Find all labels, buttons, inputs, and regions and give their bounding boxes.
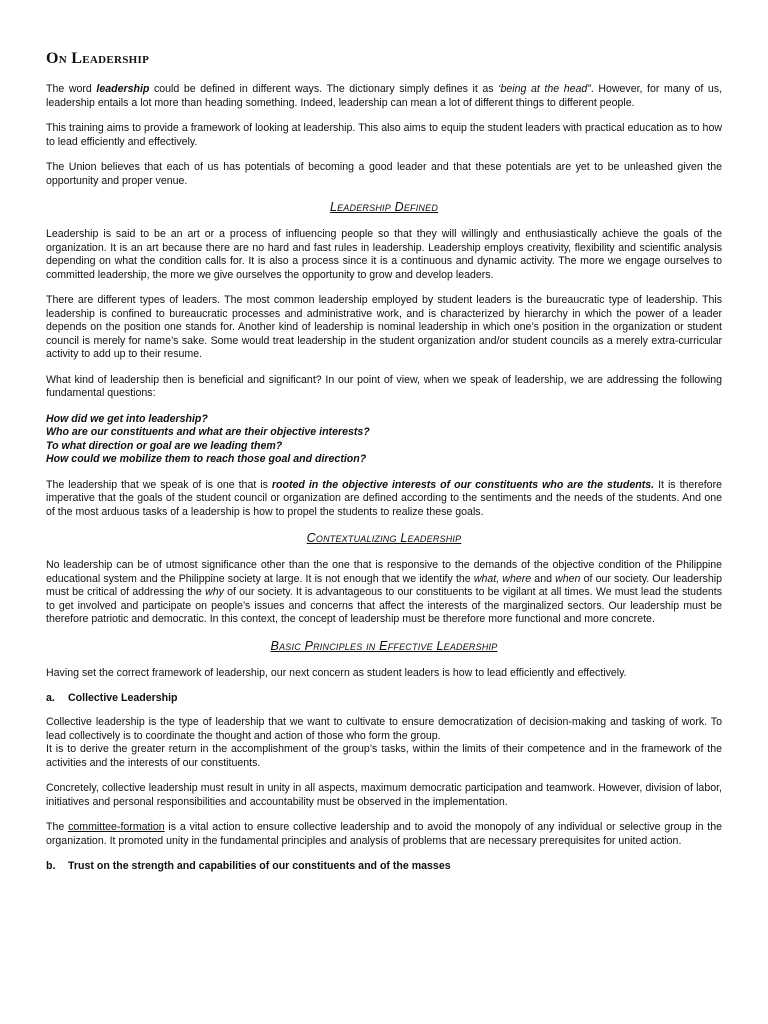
intro-paragraph-3: The Union believes that each of us has potentials of becoming a good leader and that these potentials are yet to be unleashed given the opportunity and proper venue. — [46, 161, 722, 187]
page-title: On Leadership — [46, 50, 150, 67]
emphasis-rooted: rooted in the objective interests of our constituents who are the students. — [271, 478, 655, 491]
text-run: The word — [46, 83, 97, 95]
emphasis-leadership: leadership — [96, 83, 150, 95]
text-run: and — [531, 572, 556, 585]
context-paragraph-1 — [46, 559, 722, 627]
section-heading-context: Contextualizing Leadership — [306, 531, 462, 545]
defined-paragraph-3: What kind of leadership then is beneficial and significant? In our point of view, when we speak of leadership, we are addressing the following fundamental questions: — [46, 373, 722, 399]
defined-paragraph-1: Leadership is said to be an art or a process of influencing people so that they will willingly and enthusiastically achieve the goals of the organization. It is an art because there are no hard and fast rules in leadership. Leadership employs creativity, flexibility and scientific analysis depending on what the condition calls for. It is also a process since it is a continuous and dynamic activity. The more we engage ourselves to committed leadership, the more we give ourselves the opportunity to grow and develop leaders. — [46, 228, 722, 281]
emphasis-why: why — [205, 586, 224, 598]
subheading-text: Trust on the strength and capabilities of our constituents and of the masses — [68, 860, 451, 872]
text-run: is a vital action to ensure collective leadership and to avoid the monopoly of any individual or selective group in the organization. It promoted unity in the fundamental principles and analysis of problems that are necessary prerequisites for united action. — [46, 821, 722, 847]
subheading-number: b. — [46, 860, 56, 872]
question-item: To what direction or goal are we leading them? — [46, 439, 283, 452]
text-run: No leadership can be of utmost significance other than the one that is responsive to the demands of the objective condition of the Philippine educational system and the Philippine society at large. It is not enough that we identify the — [46, 559, 722, 585]
question-list — [46, 413, 722, 467]
emphasis-quote: ‘being at the head” — [498, 83, 591, 95]
subheading-number: a. — [46, 692, 55, 704]
collective-paragraph-1: Collective leadership is the type of leadership that we want to cultivate to ensure democratization of decision-making and tasking of work. To lead collectively is to coordinate the thought and action of those who form the group. — [46, 716, 722, 742]
subheading-text: Collective Leadership — [68, 692, 178, 704]
question-item: How could we mobilize them to reach those goal and direction? — [46, 453, 367, 465]
section-heading-defined: Leadership Defined — [329, 200, 439, 214]
section-heading-principles: Basic Principles in Effective Leadership — [270, 638, 498, 653]
collective-paragraph-3: Concretely, collective leadership must result in unity in all aspects, maximum democratic participation and teamwork. However, division of labor, initiatives and personal responsibilities and accountability must be observed in the implementation. — [46, 782, 722, 808]
intro-paragraph-2: This training aims to provide a framework of looking at leadership. This also aims to equip the student leaders with practical education as to how to lead efficiently and effectively. — [46, 122, 722, 148]
text-run: of our society. It is advantageous to our constituents to be vigilant at all times. We must lead the students to get involved and participate on people’s issues and concerns that affect the interests of the marginalized sectors. Our leadership must be therefore patriotic and democratic. In this context, the concept of leadership must be therefore more functional and more concrete. — [46, 586, 722, 625]
text-run: It is therefore imperative that the goals of the student council or organization are defined according to the sentiments and the needs of the students. And one of the most arduous tasks of a leadership is how to propel the students to realize these goals. — [46, 478, 722, 518]
subheading-trust — [46, 860, 722, 872]
collective-paragraph-2: It is to derive the greater return in the accomplishment of the group’s tasks, within the limits of their competence and in the framework of the activities and the interests of our constituents. — [46, 743, 722, 769]
emphasis-when: when — [555, 572, 581, 585]
collective-paragraph-4 — [46, 821, 722, 848]
text-run: . However, for many of us, leadership entails a lot more than heading something. Indeed, leadership can mean a lot of different things to different people. — [46, 83, 723, 109]
intro-paragraph-1 — [46, 83, 722, 110]
principles-paragraph-1: Having set the correct framework of leadership, our next concern as student leaders is how to lead efficiently and effectively. — [46, 666, 627, 679]
subheading-collective-leadership — [46, 692, 722, 704]
text-run: The — [46, 821, 69, 833]
defined-paragraph-2: There are different types of leaders. The most common leadership employed by student leaders is the bureaucratic type of leadership. This leadership is confined to bureaucratic processes and administrative work, and is characterized by hierarchy in which the power of a leader depends on the position one stands for. Another kind of leadership is nominal leadership in which one’s position in the organization or student council is merely for name’s sake. Some would treat leadership in the student organization and/or student councils as a merely extra-curricular activity to add up to their resume. — [46, 294, 722, 360]
question-item: Who are our constituents and what are their objective interests? — [46, 426, 370, 438]
text-run: of our society. Our leadership must be critical of addressing the — [46, 572, 722, 598]
text-run: The leadership that we speak of is one that is — [46, 478, 272, 491]
text-run: could be defined in different ways. The dictionary simply defines it as — [149, 83, 499, 95]
defined-paragraph-4 — [46, 479, 722, 520]
question-item: How did we get into leadership? — [46, 412, 208, 425]
emphasis-what-where: what, where — [473, 572, 532, 585]
underlined-term-committee-formation: committee-formation — [68, 821, 165, 833]
